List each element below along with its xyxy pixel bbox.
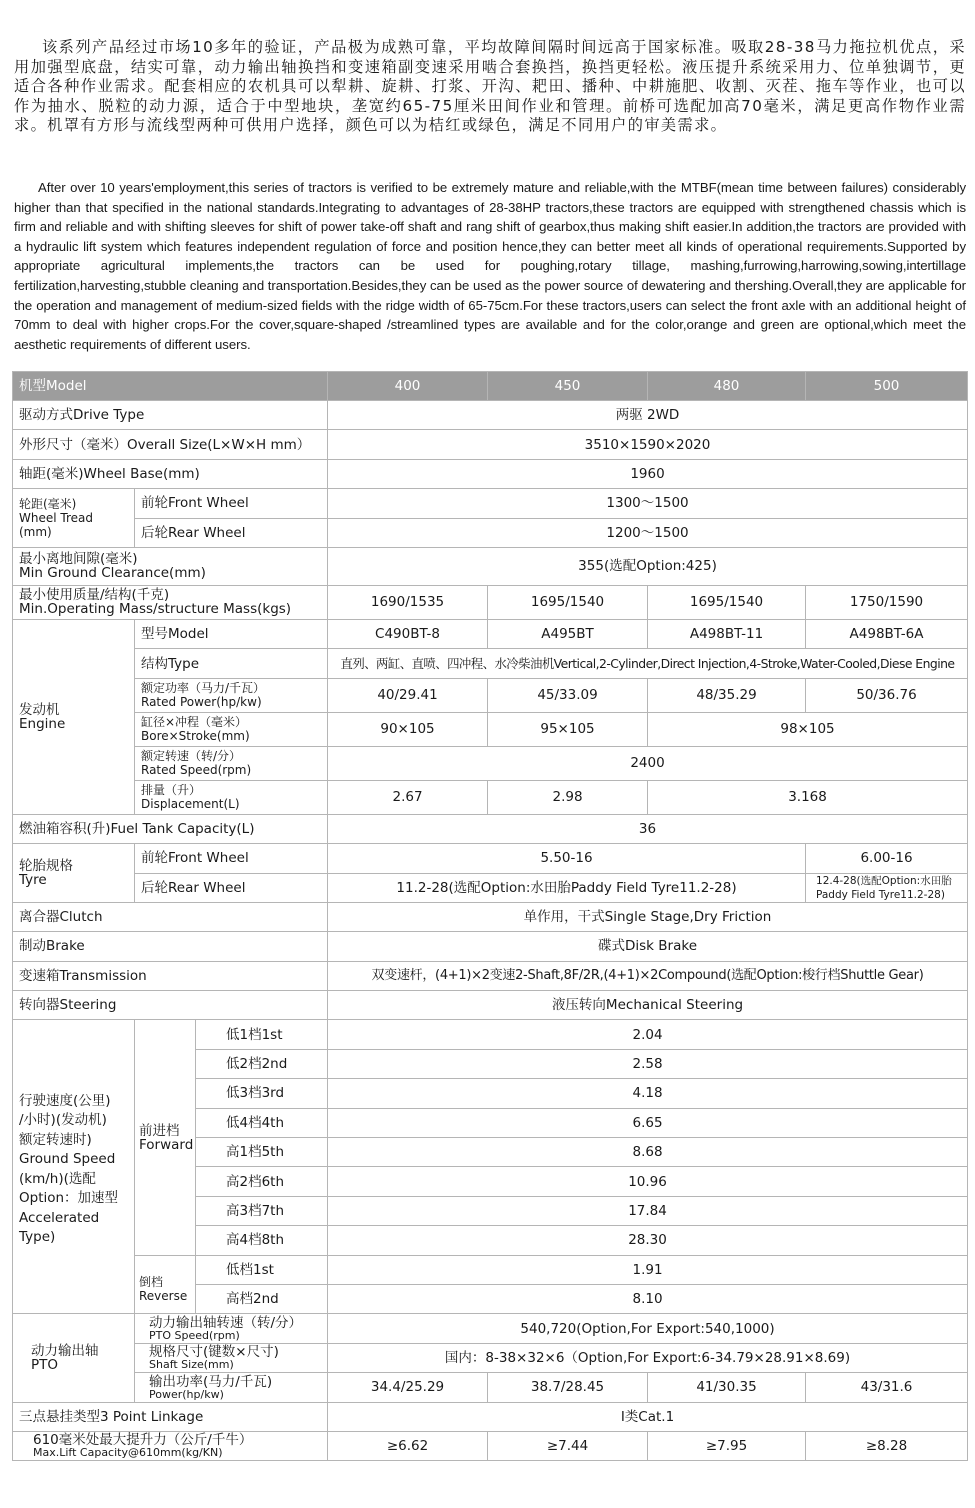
pto-speed-value: 540,720(Option,For Export:540,1000) [328, 1314, 968, 1343]
gear-label: 低4档4th [196, 1108, 328, 1137]
drive-type-value: 两驱 2WD [328, 401, 968, 430]
engine-label-en: Engine [19, 715, 66, 732]
mass-label-en: Min.Operating Mass/structure Mass(kgs) [19, 601, 292, 618]
gear-speed-value: 8.10 [328, 1284, 968, 1313]
mass-500: 1750/1590 [806, 585, 968, 619]
bore-stroke-400: 90×105 [328, 712, 488, 746]
wheel-base-label: 轴距(毫米)Wheel Base(mm) [13, 459, 328, 488]
table-row [13, 780, 968, 814]
table-row [13, 1314, 968, 1343]
wheel-tread-label-en1: Wheel Tread [19, 511, 93, 526]
displacement-450: 2.98 [488, 780, 648, 814]
pto-power-480: 41/30.35 [648, 1373, 806, 1402]
rear-tyre-500-line1: 12.4-28(选配Option:水田胎 [816, 874, 952, 887]
rear-tread-label: 后轮Rear Wheel [135, 518, 328, 547]
reverse-label [135, 1255, 196, 1314]
table-row [13, 814, 968, 843]
pto-power-500: 43/31.6 [806, 1373, 968, 1402]
transmission-value: 双变速杆，(4+1)×2变速2-Shaft,8F/2R,(4+1)×2Compound(选配Option:梭行档Shuttle Gear) [328, 961, 968, 990]
mass-label [13, 585, 328, 619]
clutch-value: 单作用，干式Single Stage,Dry Friction [328, 902, 968, 931]
overall-size-value: 3510×1590×2020 [328, 430, 968, 459]
ground-speed-label-line: Type) [19, 1229, 56, 1246]
wheel-tread-label [13, 489, 135, 548]
table-row [13, 518, 968, 547]
rated-power-label [135, 678, 328, 712]
displacement-label-en: Displacement(L) [141, 797, 240, 812]
table-row [13, 678, 968, 712]
engine-model-400: C490BT-8 [328, 619, 488, 648]
lift-label-en: Max.Lift Capacity@610mm(kg/KN) [33, 1446, 223, 1460]
pto-speed-label [135, 1314, 328, 1343]
table-row [13, 961, 968, 990]
tyre-label-cn: 轮胎规格 [19, 858, 73, 875]
mass-label-cn: 最小使用质量/结构(千克) [19, 587, 170, 604]
table-row [13, 1343, 968, 1372]
ground-speed-label [13, 1020, 135, 1314]
displacement-label [135, 780, 328, 814]
pto-power-label-en: Power(hp/kw) [149, 1387, 224, 1401]
linkage-value: Ⅰ类Cat.1 [328, 1402, 968, 1431]
transmission-label: 变速箱Transmission [13, 961, 328, 990]
fuel-tank-label: 燃油箱容积(升)Fuel Tank Capacity(L) [13, 814, 328, 843]
shaft-size-label-cn: 规格尺寸(键数×尺寸) [149, 1344, 279, 1361]
gear-label: 低3档3rd [196, 1079, 328, 1108]
ground-speed-label-line: /小时)(发动机) [19, 1112, 107, 1129]
steering-value: 液压转向Mechanical Steering [328, 991, 968, 1020]
wheel-base-value: 1960 [328, 459, 968, 488]
rated-speed-label-en: Rated Speed(rpm) [141, 763, 252, 778]
bore-stroke-label-en: Bore×Stroke(mm) [141, 729, 250, 744]
displacement-400: 2.67 [328, 780, 488, 814]
front-tread-value: 1300～1500 [328, 489, 968, 518]
table-row [13, 649, 968, 678]
linkage-label: 三点悬挂类型3 Point Linkage [13, 1402, 328, 1431]
pto-label [13, 1314, 135, 1402]
engine-model-500: A498BT-6A [806, 619, 968, 648]
front-tyre-400-480: 5.50-16 [328, 844, 806, 873]
rear-tyre-500-line2: Paddy Field Tyre11.2-28) [816, 888, 945, 901]
bore-stroke-label [135, 712, 328, 746]
brake-label: 制动Brake [13, 932, 328, 961]
shaft-size-label [135, 1343, 328, 1372]
gear-speed-value: 6.65 [328, 1108, 968, 1137]
table-row [13, 902, 968, 931]
pto-label-cn: 动力输出轴 [31, 1342, 99, 1359]
forward-label-en: Forward [139, 1136, 194, 1153]
table-row [13, 489, 968, 518]
reverse-label-cn: 倒档 [139, 1275, 164, 1290]
table-row [13, 712, 968, 746]
model-header-label: 机型Model [13, 372, 328, 401]
table-row [13, 619, 968, 648]
table-row [13, 1402, 968, 1431]
gear-speed-value: 4.18 [328, 1079, 968, 1108]
mass-400: 1690/1535 [328, 585, 488, 619]
engine-label-cn: 发动机 [19, 701, 60, 718]
gear-label: 高3档7th [196, 1196, 328, 1225]
lift-label [13, 1431, 328, 1460]
table-row [13, 401, 968, 430]
model-480: 480 [648, 372, 806, 401]
gear-label: 低2档2nd [196, 1049, 328, 1078]
table-row [13, 585, 968, 619]
fuel-tank-value: 36 [328, 814, 968, 843]
pto-speed-label-en: PTO Speed(rpm) [149, 1328, 240, 1342]
ground-speed-label-line: 额定转速时) [19, 1131, 92, 1148]
displacement-label-cn: 排量（升） [141, 783, 202, 798]
steering-label: 转向器Steering [13, 991, 328, 1020]
engine-model-label: 型号Model [135, 619, 328, 648]
tyre-label-en: Tyre [19, 872, 47, 889]
gear-label: 高2档6th [196, 1167, 328, 1196]
gear-speed-value: 28.30 [328, 1226, 968, 1255]
rated-speed-label [135, 746, 328, 780]
table-row [13, 991, 968, 1020]
drive-type-label: 驱动方式Drive Type [13, 401, 328, 430]
rated-power-label-cn: 额定功率（马力/千瓦） [141, 681, 266, 696]
table-row [13, 1431, 968, 1460]
ground-speed-label-line: Ground Speed [19, 1151, 116, 1168]
rear-tyre-400-480: 11.2-28(选配Option:水田胎Paddy Field Tyre11.2-28) [328, 873, 806, 902]
gear-speed-value: 2.58 [328, 1049, 968, 1078]
intro-chinese: 该系列产品经过市场10多年的验证，产品极为成熟可靠，平均故障间隔时间远高于国家标准。吸取28-38马力拖拉机优点，采用加强型底盘，结实可靠，动力输出轴换挡和变速箱副变速采用啮合套换挡，换挡更轻松。液压提升系统采用力、位单独调节，更适合各种作业需求。配套相应的农机具可以犁耕、旋耕、打浆、开沟、耙田、播种、中耕施肥、收割、灭茬、拖车等作业，也可以作为抽水、脱粒的动力源，适合于中型地块，垄宽约65-75厘米田间作业和管理。前桥可选配加高70毫米，满足更高作物作业需求。机罩有方形与流线型两种可供用户选择，颜色可以为桔红或绿色，满足不同用户的审美需求。 [14, 38, 966, 135]
table-row [13, 873, 968, 902]
gear-label: 高4档8th [196, 1226, 328, 1255]
gear-label: 高1档5th [196, 1138, 328, 1167]
intro-english: After over 10 years'employment,this series of tractors is verified to be extremely mature and reliable,with the MTBF(mean time between failures) considerably higher than that specified in the national standards.Integrating to advantages of 28-38HP tractors,these tractors are equipped with strengthened chassis which is firm and reliable and with shifting sleeves for shift of power take-off shaft and rang shift of gearbox,thus making shift easier.In addition,the tractors are provided with a hydraulic lift system which features independent regulation of force and position hence,they can better meet all kinds of operational requirements.Supported by appropriate agricultural implements,the tractors can be used for poughing,rotary tillage, mashing,furrowing,harrowing,sowing,intertillage fertilization,harvesting,stubble cleaning and transportation.Besides,they can be used as the power source of dewatering and thershing.Overall,they are applicable for the operation and management of medium-sized fields with the ridge width of 65-75cm.For these tractors,users can select the front axle with an additional height of 70mm to deal with higher crops.For the cover,square-shaped /streamlined types are available and for the color,orange and green are optional,which meet the aesthetic requirements of different users. [14, 180, 966, 352]
tyre-label [13, 844, 135, 903]
wheel-tread-label-en2: (mm) [19, 525, 52, 540]
engine-model-450: A495BT [488, 619, 648, 648]
displacement-480-500: 3.168 [648, 780, 968, 814]
model-450: 450 [488, 372, 648, 401]
gear-speed-value: 1.91 [328, 1255, 968, 1284]
front-tyre-label: 前轮Front Wheel [135, 844, 328, 873]
table-row [13, 746, 968, 780]
bore-stroke-450: 95×105 [488, 712, 648, 746]
table-row [13, 1020, 968, 1049]
front-tyre-500: 6.00-16 [806, 844, 968, 873]
table-row [13, 844, 968, 873]
reverse-label-en: Reverse [139, 1289, 188, 1304]
ground-speed-label-line: 行驶速度(公里) [19, 1092, 111, 1109]
gear-label: 低1档1st [196, 1020, 328, 1049]
front-tread-label: 前轮Front Wheel [135, 489, 328, 518]
engine-label [13, 619, 135, 814]
lift-480: ≥7.95 [648, 1431, 806, 1460]
table-row [13, 932, 968, 961]
lift-500: ≥8.28 [806, 1431, 968, 1460]
overall-size-label: 外形尺寸（毫米）Overall Size(L×W×H mm） [13, 430, 328, 459]
rated-power-450: 45/33.09 [488, 678, 648, 712]
brake-value: 碟式Disk Brake [328, 932, 968, 961]
mass-450: 1695/1540 [488, 585, 648, 619]
spec-table [12, 371, 968, 1461]
lift-450: ≥7.44 [488, 1431, 648, 1460]
table-header-row [13, 372, 968, 401]
bore-stroke-label-cn: 缸径×冲程（毫米） [141, 715, 248, 730]
engine-type-label: 结构Type [135, 649, 328, 678]
pto-power-450: 38.7/28.45 [488, 1373, 648, 1402]
model-400: 400 [328, 372, 488, 401]
engine-model-480: A498BT-11 [648, 619, 806, 648]
bore-stroke-480-500: 98×105 [648, 712, 968, 746]
gear-label: 低档1st [196, 1255, 328, 1284]
engine-type-value: 直列、两缸、直喷、四冲程、水冷柴油机Vertical,2-Cylinder,Direct Injection,4-Stroke,Water-Cooled,Diese Engine [328, 649, 968, 678]
forward-label [135, 1020, 196, 1255]
model-500: 500 [806, 372, 968, 401]
pto-power-400: 34.4/25.29 [328, 1373, 488, 1402]
gear-speed-value: 2.04 [328, 1020, 968, 1049]
rated-power-480: 48/35.29 [648, 678, 806, 712]
pto-speed-label-cn: 动力输出轴转速（转/分） [149, 1314, 303, 1331]
rated-power-500: 50/36.76 [806, 678, 968, 712]
gear-speed-value: 10.96 [328, 1167, 968, 1196]
rated-speed-label-cn: 额定转速（转/分） [141, 749, 242, 764]
table-row [13, 1373, 968, 1402]
rated-speed-value: 2400 [328, 746, 968, 780]
shaft-size-label-en: Shaft Size(mm) [149, 1358, 234, 1372]
pto-label-en: PTO [31, 1356, 59, 1373]
gear-speed-value: 17.84 [328, 1196, 968, 1225]
mass-480: 1695/1540 [648, 585, 806, 619]
pto-power-label [135, 1373, 328, 1402]
table-row [13, 430, 968, 459]
lift-400: ≥6.62 [328, 1431, 488, 1460]
ground-speed-label-line: Option：加速型 [19, 1190, 119, 1207]
table-row [13, 1255, 968, 1284]
ground-speed-label-line: Accelerated [19, 1209, 100, 1226]
ground-clearance-label-en: Min Ground Clearance(mm) [19, 565, 206, 582]
lift-label-cn: 610毫米处最大提升力（公斤/千牛） [33, 1432, 253, 1449]
ground-clearance-label-cn: 最小离地间隙(毫米) [19, 551, 138, 568]
clutch-label: 离合器Clutch [13, 902, 328, 931]
table-row [13, 547, 968, 585]
shaft-size-value: 国内：8-38×32×6（Option,For Export:6-34.79×28.91×8.69) [328, 1343, 968, 1372]
ground-speed-label-line: (km/h)(选配 [19, 1170, 96, 1187]
gear-label: 高档2nd [196, 1284, 328, 1313]
rated-power-label-en: Rated Power(hp/kw) [141, 695, 262, 710]
pto-power-label-cn: 输出功率(马力/千瓦) [149, 1373, 273, 1390]
rear-tyre-500 [806, 873, 968, 902]
forward-label-cn: 前进档 [139, 1122, 180, 1139]
ground-clearance-value: 355(选配Option:425) [328, 547, 968, 585]
ground-clearance-label [13, 547, 328, 585]
table-row [13, 459, 968, 488]
rear-tyre-label: 后轮Rear Wheel [135, 873, 328, 902]
rated-power-400: 40/29.41 [328, 678, 488, 712]
wheel-tread-label-cn: 轮距(毫米) [19, 497, 77, 512]
rear-tread-value: 1200～1500 [328, 518, 968, 547]
gear-speed-value: 8.68 [328, 1138, 968, 1167]
